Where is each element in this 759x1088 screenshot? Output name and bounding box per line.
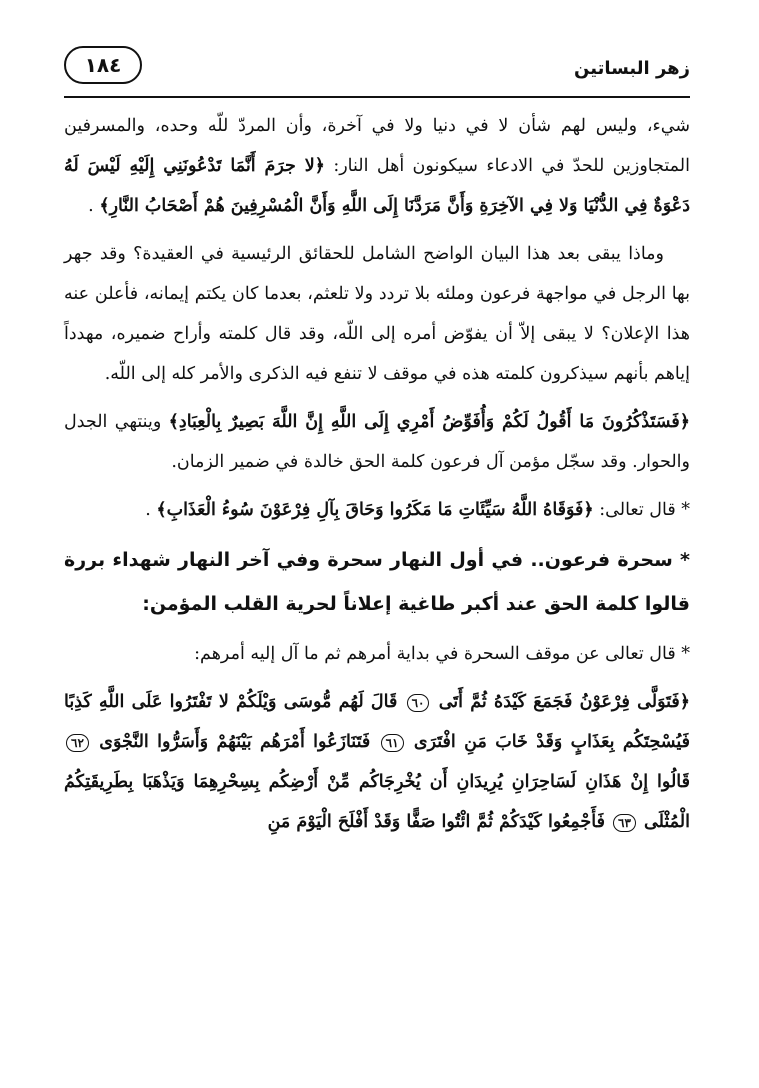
quran-verse: قَالَ لَهُم مُّوسَى وَيْلَكُمْ لا تَفْتَرُوا عَلَى اللَّهِ كَذِبًا فَيُسْحِتَكُم بِعَذَابٍ وَقَدْ خَابَ مَنِ افْتَرَى [64, 692, 691, 752]
quran-verse: ﴿فَوَقَاهُ اللَّهُ سَيِّئَاتِ مَا مَكَرُوا وَحَاقَ بِآلِ فِرْعَوْنَ سُوءُ الْعَذَابِ﴾ [156, 500, 594, 520]
section-heading: * سحرة فرعون.. في أول النهار سحرة وفي آخر النهار شهداء بررة قالوا كلمة الحق عند أكبر طاغية إعلاناً لحرية القلب المؤمن: [64, 549, 690, 615]
paragraph-text: شيء، وليس لهم شأن لا في دنيا ولا في آخرة، وأن المردّ للّه وحده، والمسرفين المتجاوزين للحدّ في الادعاء سيكونون أهل النار: [64, 116, 690, 176]
quran-verse: فَأَجْمِعُوا كَيْدَكُمْ ثُمَّ ائْتُوا صَفًّا وَقَدْ أَفْلَحَ الْيَوْمَ مَنِ [267, 812, 605, 832]
paragraph-2 [64, 234, 690, 394]
paragraph-1 [64, 106, 690, 226]
paragraph-text: * قال تعالى عن موقف السحرة في بداية أمرهم ثم ما آل إليه أمرهم: [194, 644, 690, 664]
header-divider [64, 96, 690, 98]
paragraph-6-verses [64, 682, 690, 842]
quran-verse: قَالُوا إِنْ هَذَانِ لَسَاحِرَانِ يُرِيدَانِ أَن يُخْرِجَاكُم مِّنْ أَرْضِكُم بِسِحْرِهِمَا وَيَذْهَبَا بِطَرِيقَتِكُمُ الْمُثْلَى [64, 772, 690, 832]
paragraph-3 [64, 402, 690, 482]
paragraph-text: * قال تعالى: [593, 500, 690, 520]
page-number: ١٨٤ [64, 46, 142, 84]
book-title: زهر البساتين [574, 58, 690, 79]
paragraph-text: . [145, 500, 151, 520]
paragraph-text: وماذا يبقى بعد هذا البيان الواضح الشامل للحقائق الرئيسية في العقيدة؟ وقد جهر بها الرجل في مواجهة فرعون وملئه بلا تردد ولا تلعثم، بعدما كان يكتم إيمانه، فأعلن عنه هذا الإعلان؟ لا يبقى إلاّ أن يفوّض أمره إلى اللّه، وقد قال كلمته وأراح ضميره، مهدداً إياهم بأنهم سيذكرون كلمته هذه في موقف لا تنفع فيه الذكرى والأمر كله إلى اللّه. [64, 244, 690, 384]
page-header [64, 38, 690, 94]
paragraph-5 [64, 634, 690, 674]
quran-verse: ﴿لا جرَمَ أَنَّمَا تَدْعُونَنِي إِلَيْهِ لَيْسَ لَهُ دَعْوَةٌ فِي الدُّنْيَا وَلا فِي الآخِرَةِ وَأَنَّ مَرَدَّنَا إِلَى اللَّهِ وَأَنَّ الْمُسْرِفِينَ هُمْ أَصْحَابُ النَّارِ﴾ [64, 156, 690, 216]
quran-verse: ﴿فَسَتَذْكُرُونَ مَا أَقُولُ لَكُمْ وَأُفَوِّضُ أَمْرِي إِلَى اللَّهِ إِنَّ اللَّهَ بَصِيرٌ بِالْعِبَادِ﴾ [168, 412, 690, 432]
page-body [64, 106, 690, 850]
paragraph-text: وينتهي الجدل والحوار. وقد سجّل مؤمن آل فرعون كلمة الحق خالدة في ضمير الزمان. [64, 412, 690, 472]
verse-number-marker: ٦٠ [407, 694, 430, 712]
paragraph-text: . [88, 196, 94, 216]
verse-number-marker: ٦٢ [66, 734, 89, 752]
paragraph-4 [64, 490, 690, 530]
verse-number-marker: ٦١ [381, 734, 404, 752]
quran-verse: ﴿فَتَوَلَّى فِرْعَوْنُ فَجَمَعَ كَيْدَهُ ثُمَّ أَتَى [438, 692, 691, 712]
quran-verse: فَتَنَازَعُوا أَمْرَهُم بَيْنَهُمْ وَأَسَرُّوا النَّجْوَى [99, 732, 371, 752]
verse-number-marker: ٦٣ [613, 814, 636, 832]
